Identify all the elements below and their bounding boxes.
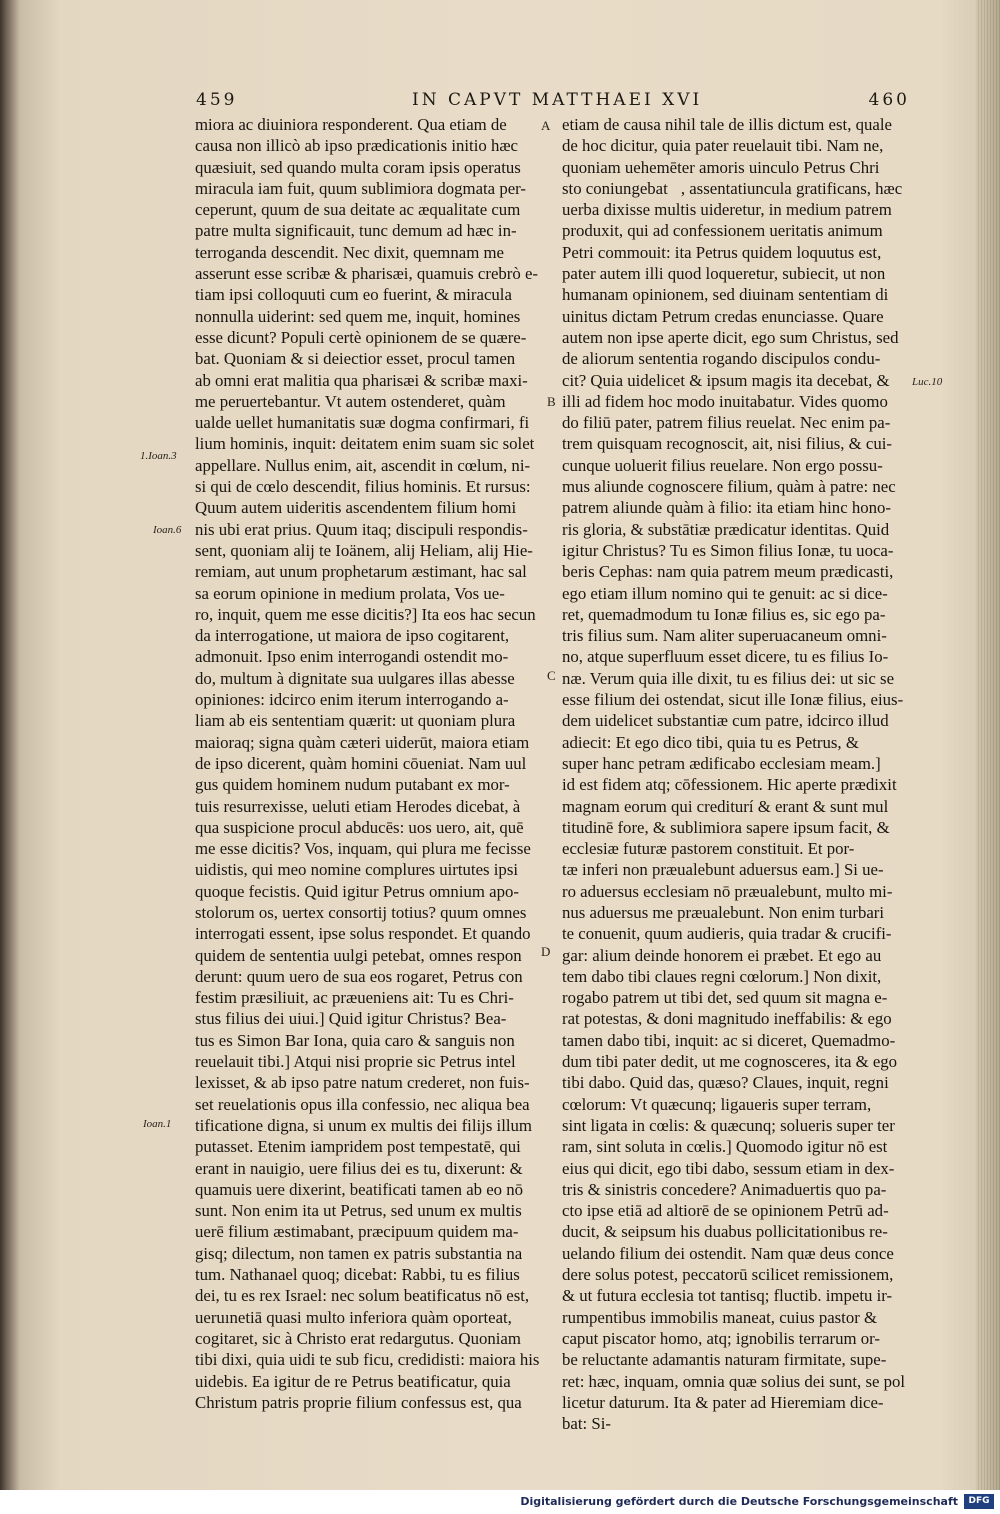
text-line: rogabo patrem ut tibi det, sed quum sit magna e- [562, 988, 888, 1008]
text-line: quoque fecistis. Quid igitur Petrus omnium apo- [195, 881, 519, 901]
text-line: admonuit. Ipso enim interrogandi ostendit mo- [195, 647, 509, 667]
text-line: de ipso dicerent, quàm homini cōueniat. Nam uul [195, 753, 527, 773]
text-line: ualde uellet humanitatis suæ dogma confirmari, fi [195, 413, 530, 433]
text-line: & ut futura ecclesia tot tantisq; fluctib. impetu ir- [562, 1286, 893, 1306]
text-line: lexisset, & ab ipso patre natum crederet, non fuis- [195, 1073, 530, 1093]
page-number-left: 459 [196, 90, 238, 110]
text-line: uerē filium æstimabant, præcipuum quidem ma- [195, 1222, 519, 1242]
text-line: humanam opinionem, sed diuinam sententiam di [562, 285, 889, 305]
text-line: uidistis, qui meo nomine complures uirtutes ipsi [195, 860, 519, 880]
text-line: opiniones: idcirco enim iterum interrogando a- [195, 690, 509, 710]
text-line: cœlorum: Vt quæcunq; ligaueris super terram, [562, 1094, 872, 1114]
text-line: titudinē fore, & sublimiora sapere ipsum facit, & [562, 817, 890, 837]
text-line: rat potestas, & doni magnitudo ineffabilis: & ego [562, 1009, 892, 1029]
text-line: tamen dabo tibi, inquit: ac si diceret, Quemadmo- [562, 1030, 896, 1050]
text-line: do, multum à dignitate sua uulgares illas abesse [195, 668, 515, 688]
text-line: ret, quemadmodum tu Ionæ filius es, sic ego pa- [562, 604, 886, 624]
text-line: patrem aliunde quàm à filio: ita etiam hinc hono- [562, 498, 891, 518]
text-line: bat. Quoniam & si deiectior esset, procul tamen [195, 349, 516, 369]
text-line: causa non illicò ab ipso prædicationis initio hæc [195, 136, 518, 156]
text-line: uidebis. Ea igitur de re Petrus beatificatur, quia [195, 1371, 511, 1391]
text-line: quoniam uehemēter amoris uinculo Petrus Chri [562, 157, 880, 177]
text-line: tiam ipsi colloquuti cum eo fuerint, & miracula [195, 285, 512, 305]
text-line: pater autem illi quod loqueretur, subiecit, ut non [562, 264, 886, 284]
text-line: Quum autem uideritis ascendentem filium homi [195, 498, 517, 518]
text-line: ab omni erat malitia qua pharisæi & scribæ maxi- [195, 370, 528, 390]
text-line: ro aduersus ecclesiam nō præualebunt, multo mi- [562, 881, 893, 901]
text-line: eius qui dicit, ego tibi dabo, sessum etiam in dex- [562, 1158, 895, 1178]
text-line: sent, quoniam alij te Ioänem, alij Heliam, alij Hie- [195, 540, 533, 560]
text-line: no, atque superfluum esset dicere, tu es filius Io- [562, 647, 889, 667]
text-line: bat: Si- [562, 1414, 611, 1434]
text-line: lium hominis, inquit: deitatem enim suam sic solet [195, 434, 535, 454]
text-line: tum. Nathanael quoq; dicebat: Rabbi, tu es filius [195, 1265, 520, 1285]
text-line: autem non ipse aperte dicit, ego sum Christus, sed [562, 327, 899, 347]
funding-credit: Digitalisierung gefördert durch die Deutsche Forschungsgemeinschaft [520, 1495, 958, 1508]
page-number-right: 460 [868, 90, 910, 110]
text-line: stus filius dei uiui.] Quid igitur Christus? Bea- [195, 1009, 507, 1029]
text-line: gisq; dilectum, non tamen ex patris substantia na [195, 1243, 523, 1263]
text-line: sunt. Non enim ita ut Petrus, sed unum ex multis [195, 1201, 522, 1221]
text-line: be reluctante adamantis naturam firmitate, supe- [562, 1350, 887, 1370]
text-line: stolorum os, uertex consortij totius? quum omnes [195, 902, 527, 922]
text-line: liam ab eis sententiam quærit: ut quoniam plura [195, 711, 516, 731]
text-line: Christum patris proprie filium confessus est, qua [195, 1392, 522, 1412]
text-line: esse filium dei ostendat, sicut ille Ionæ filius, eius- [562, 690, 904, 710]
text-line: quæsiuit, sed quando multa coram ipsis operatus [195, 157, 521, 177]
text-line: ram, sint soluta in cœlis.] Quomodo igitur nō est [562, 1137, 888, 1157]
text-line: gus quidem hominem nudum putabant ex mor- [195, 775, 510, 795]
text-line: illi ad fidem hoc modo inuitabatur. Vides quomo [562, 391, 888, 411]
page-edge [976, 0, 1000, 1490]
text-line: næ. Verum quia ille dixit, tu es filius dei: ut sic se [562, 668, 895, 688]
text-line: putasset. Etenim iampridem post tempestatē, qui [195, 1137, 521, 1157]
text-line: ret: hæc, inquam, omnia quæ solius dei sunt, se pol [562, 1371, 906, 1391]
text-line: sint ligata in cœlis: & quæcunq; solueris super ter [562, 1115, 895, 1135]
text-line: set reuelationis opus illa confessio, nec aliqua bea [195, 1094, 530, 1114]
text-line: magnam eorum qui crediturí & erant & sunt mul [562, 796, 889, 816]
text-line: trem quisquam recognoscit, ait, nisi filius, & cui- [562, 434, 892, 454]
text-line: cunque uoluerit filius reuelare. Non ergo possu- [562, 455, 883, 475]
text-line: appellare. Nullus enim, ait, ascendit in cœlum, ni- [195, 455, 531, 475]
text-line: uelando filium dei ostendit. Nam quæ deus conce [562, 1243, 894, 1263]
text-line: igitur Christus? Tu es Simon filius Ionæ, tu uoca- [562, 540, 894, 560]
text-line: licetur daturum. Ita & pater ad Hieremiam dice- [562, 1392, 884, 1412]
text-line: de aliorum sententia rogando discipulos condu- [562, 349, 881, 369]
text-line: ceperunt, quum de sua deitate ac æqualitate cum [195, 200, 521, 220]
text-line: sto coniungebatᷣ, assentatiuncula gratificans, hæc [562, 178, 903, 198]
text-line: me esse dicitis? Vos, inquam, qui plura me fecisse [195, 839, 531, 859]
margin-note-ioan1: Ioan.1 [143, 1118, 172, 1130]
text-line: adiecit: Et ego dico tibi, quia tu es Petrus, & [562, 732, 859, 752]
text-line: derunt: quum uero de sua eos rogaret, Petrus con [195, 966, 523, 986]
left-text-column [195, 114, 540, 1413]
section-letter-c: C [547, 668, 556, 683]
text-line: dum tibi pater dedit, ut me cognosceres, ita & ego [562, 1052, 898, 1072]
footer-bar [0, 1490, 1000, 1514]
running-title: IN CAPVT MATTHAEI XVI [412, 90, 703, 110]
text-line: tæ inferi non præualebunt aduersus eam.] Si ue- [562, 860, 884, 880]
text-line: uerba dixisse multis uideretur, in medium patrem [562, 200, 892, 220]
text-line: remiam, aut unum prophetarum æstimant, hac sal [195, 562, 527, 582]
text-line: uinitus dictam Petrum credas enunciasse. Quare [562, 306, 884, 326]
text-line: interrogati essent, ipse solus respondet. Et quando [195, 924, 531, 944]
text-line: Petri commouit: ita Petrus quidem loquutus est, [562, 242, 882, 262]
section-letter-d: D [541, 944, 551, 959]
text-line: nonnulla uiderint: sed quem me, inquit, homines [195, 306, 521, 326]
text-line: cogitaret, sic à Christo erat redargutus. Quoniam [195, 1328, 521, 1348]
text-line: ecclesiæ futuræ pastorem constituit. Et por- [562, 839, 855, 859]
margin-note-luc10: Luc.10 [912, 376, 943, 388]
text-line: de hoc dicitur, quia pater reuelauit tibi. Nam ne, [562, 136, 884, 156]
text-line: festim præsiliuit, ac præueniens ait: Tu es Chri- [195, 988, 514, 1008]
text-line: miracula iam fuit, quum sublimiora dogmata per- [195, 178, 527, 198]
text-line: ego etiam illum nomino qui te genuit: ac si dice- [562, 583, 888, 603]
text-line: patre multa significauit, tunc demum ad hæc in- [195, 221, 517, 241]
text-line: da interrogatione, ut maiora de ipso cogitarent, [195, 626, 510, 646]
text-line: tificatione digna, si unum ex multis dei filijs illum [195, 1115, 532, 1135]
text-line: si qui de cœlo descendit, filius hominis. Et rursus: [195, 477, 531, 497]
text-line: tus es Simon Bar Iona, quia caro & sanguis non [195, 1030, 515, 1050]
text-line: reuelauit tibi.] Atqui nisi proprie sic Petrus intel [195, 1052, 516, 1072]
text-line: sa eorum opinione in medium prolata, Vos ue- [195, 583, 505, 603]
text-line: etiam de causa nihil tale de illis dictum est, quale [562, 115, 892, 134]
text-line: beris Cephas: nam quia patrem meum prædicasti, [562, 562, 894, 582]
text-line: dem uidelicet substantiæ cum patre, idcirco illud [562, 711, 889, 731]
text-line: tibi dixi, quia uidi te sub ficu, credidisti: maiora his [195, 1350, 540, 1370]
text-line: nus aduersus me præualebunt. Non enim turbari [562, 902, 885, 922]
text-line: maioraq; signa quàm cæteri uiderūt, maiora etiam [195, 732, 530, 752]
text-line: dere solus potest, peccatorū scilicet remissionem, [562, 1265, 894, 1285]
text-line: cit? Quia uidelicet & ipsum magis ita decebat, & [562, 370, 890, 390]
text-line: do filiū pater, patrem filius reuelat. Nec enim pa- [562, 413, 891, 433]
text-line: tris filius sum. Nam aliter superuacaneum omni- [562, 626, 887, 646]
text-line: quamuis uere dixerint, beatificati tamen ab eo nō [195, 1179, 524, 1199]
text-line: dei, tu es rex Israel: nec solum beatificatus nō est, [195, 1286, 530, 1306]
margin-note-ioan6: Ioan.6 [153, 524, 182, 536]
margin-note-ioan3: 1.Ioan.3 [140, 450, 177, 462]
section-letter-a: A [541, 118, 551, 133]
section-letter-b: B [547, 394, 556, 409]
dfg-logo: DFG [964, 1494, 994, 1509]
right-text-column [562, 114, 907, 1434]
text-line: miora ac diuiniora responderent. Qua etiam de [195, 115, 507, 134]
text-line: nis ubi erat prius. Quum itaq; discipuli respondis- [195, 519, 528, 539]
text-line: tem dabo tibi claues regni cœlorum.] Non dixit, [562, 966, 882, 986]
text-line: produxit, qui ad confessionem ueritatis animum [562, 221, 883, 241]
text-line: tuis resurrexisse, ueluti etiam Herodes dicebat, à [195, 796, 521, 816]
text-line: tibi dabo. Quid das, quæso? Claues, inquit, regni [562, 1073, 889, 1093]
text-line: te conuenit, quum audieris, quia tradar & crucifi- [562, 924, 892, 944]
text-line: gar: alium deinde honorem ei præbet. Et ego au [562, 945, 882, 965]
text-line: super hanc petram ædificabo ecclesiam meam.] [562, 753, 881, 773]
text-line: mus aliunde cognoscere filium, quàm à patre: nec [562, 477, 896, 497]
text-line: qua suspicione procul abducēs: uos uero, ait, quē [195, 817, 524, 837]
text-line: caput piscator homo, atq; ignobilis terrarum or- [562, 1328, 880, 1348]
text-line: ducit, & seipsum his duabus pollicitationibus re- [562, 1222, 888, 1242]
text-line: ro, inquit, quem me esse dicitis?] Ita eos hac secun [195, 604, 536, 624]
text-line: quidem de sententia uulgi petebat, omnes respon [195, 945, 522, 965]
text-line: id est fidem atq; cōfessionem. Hic aperte prædixit [562, 775, 897, 795]
text-line: terroganda descendit. Nec dixit, quemnam me [195, 242, 504, 262]
text-line: cto ipse etiā ad altiorē de se opinionem Petrū ad- [562, 1201, 889, 1221]
text-line: esse dicunt? Populi certè opinionem de se quære- [195, 327, 527, 347]
text-line: erant in nauigio, uere filius dei es tu, dixerunt: & [195, 1158, 523, 1178]
text-line: ris gloria, & substātiæ prædicatur identitas. Quid [562, 519, 890, 539]
text-line: tris & sinistris concedere? Animaduertis quo pa- [562, 1179, 887, 1199]
text-line: asserunt esse scribæ & pharisæi, quamuis crebrò e- [195, 264, 538, 284]
text-line: rumpentibus immobilis maneat, cuius pastor & [562, 1307, 878, 1327]
text-line: ueruınetiā quasi multo inferiora quàm oporteat, [195, 1307, 512, 1327]
text-line: me peruertebantur. Vt autem ostenderet, quàm [195, 391, 506, 411]
